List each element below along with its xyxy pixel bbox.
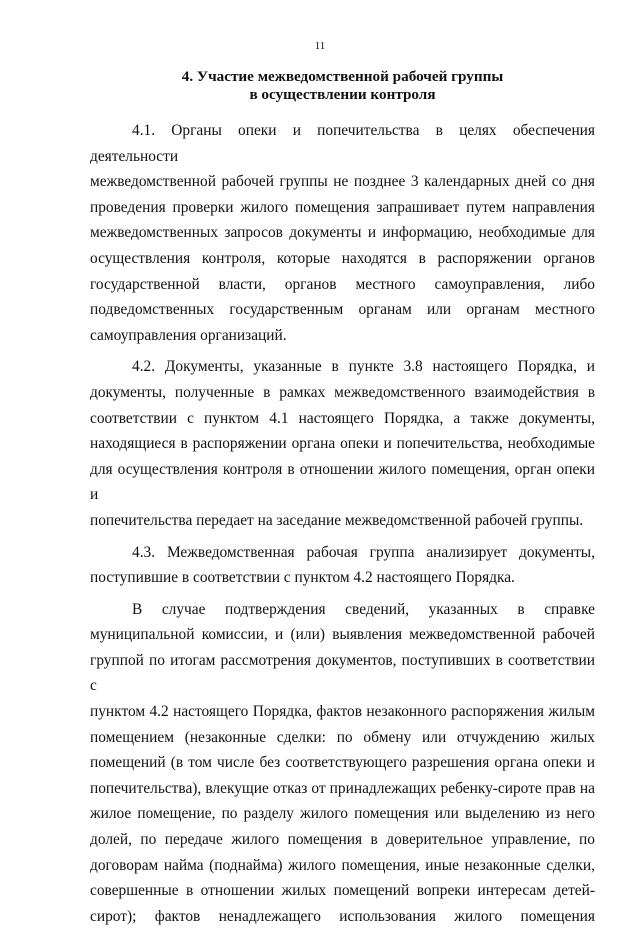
text-line: поступившие в соответствии с пунктом 4.2 настоящего Порядка.	[90, 569, 515, 587]
text-line: договорам найма (поднайма) жилого помещения, иные незаконные сделки,	[90, 856, 595, 874]
text-line: межведомственных запросов документы и информацию, необходимые для	[90, 224, 595, 242]
paragraph-case	[90, 597, 595, 930]
text-line: помещением (незаконные сделки: по обмену или отчуждению жилых	[90, 728, 595, 746]
section-heading	[90, 68, 595, 104]
text-line: группой по итогам рассмотрения документов, поступивших в соответствии с	[90, 651, 595, 695]
text-line: 4.1. Органы опеки и попечительства в целях обеспечения деятельности	[90, 122, 595, 165]
text-line: межведомственной рабочей группы не позднее 3 календарных дней со дня	[90, 173, 595, 191]
text-line: попечительства передает на заседание межведомственной рабочей группы.	[90, 511, 584, 529]
text-line: пунктом 4.2 настоящего Порядка, фактов незаконного распоряжения жилым	[90, 703, 595, 721]
text-line: 4.2. Документы, указанные в пункте 3.8 настоящего Порядка, и	[132, 358, 595, 376]
text-line: осуществления контроля, которые находятся в распоряжении органов	[90, 249, 595, 267]
paragraph-4-3	[90, 540, 595, 591]
body-text	[90, 118, 595, 935]
text-line: находящиеся в распоряжении органа опеки и попечительства, необходимые	[90, 435, 595, 453]
text-line: для осуществления контроля в отношении жилого помещения, орган опеки и	[90, 460, 595, 504]
text-line: сирот); фактов ненадлежащего использования жилого помещения	[90, 907, 595, 925]
text-line: муниципальной комиссии, и (или) выявления межведомственной рабочей	[90, 626, 595, 644]
paragraph-4-2	[90, 354, 595, 533]
text-line: совершенные в отношении жилых помещений вопреки интересам детей-	[90, 882, 595, 900]
text-line: 4.3. Межведомственная рабочая группа анализирует документы,	[132, 543, 595, 561]
text-line: долей, по передаче жилого помещения в доверительное управление, по	[90, 831, 595, 849]
paragraph-4-1	[90, 118, 595, 348]
section-heading-line-1: 4. Участие межведомственной рабочей группы	[181, 68, 504, 85]
text-line: помещений (в том числе без соответствующего разрешения органа опеки и	[90, 754, 595, 772]
text-line: проведения проверки жилого помещения запрашивает путем направления	[90, 198, 595, 216]
text-line: документы, полученные в рамках межведомственного взаимодействия в	[90, 383, 595, 401]
section-heading-line-2: в осуществлении контроля	[249, 86, 436, 103]
text-line: попечительства), влекущие отказ от принадлежащих ребенку-сироте прав на	[90, 779, 595, 797]
text-line: государственной власти, органов местного самоуправления, либо	[90, 275, 595, 293]
text-line: самоуправления организаций.	[90, 326, 287, 344]
page-number: 11	[314, 40, 326, 52]
text-line: соответствии с пунктом 4.1 настоящего Порядка, а также документы,	[90, 409, 595, 427]
text-line: подведомственных государственным органам или органам местного	[90, 301, 595, 319]
text-line: В случае подтверждения сведений, указанных в справке	[132, 600, 595, 618]
text-line: жилое помещение, по разделу жилого помещения или выделению из него	[90, 805, 595, 823]
